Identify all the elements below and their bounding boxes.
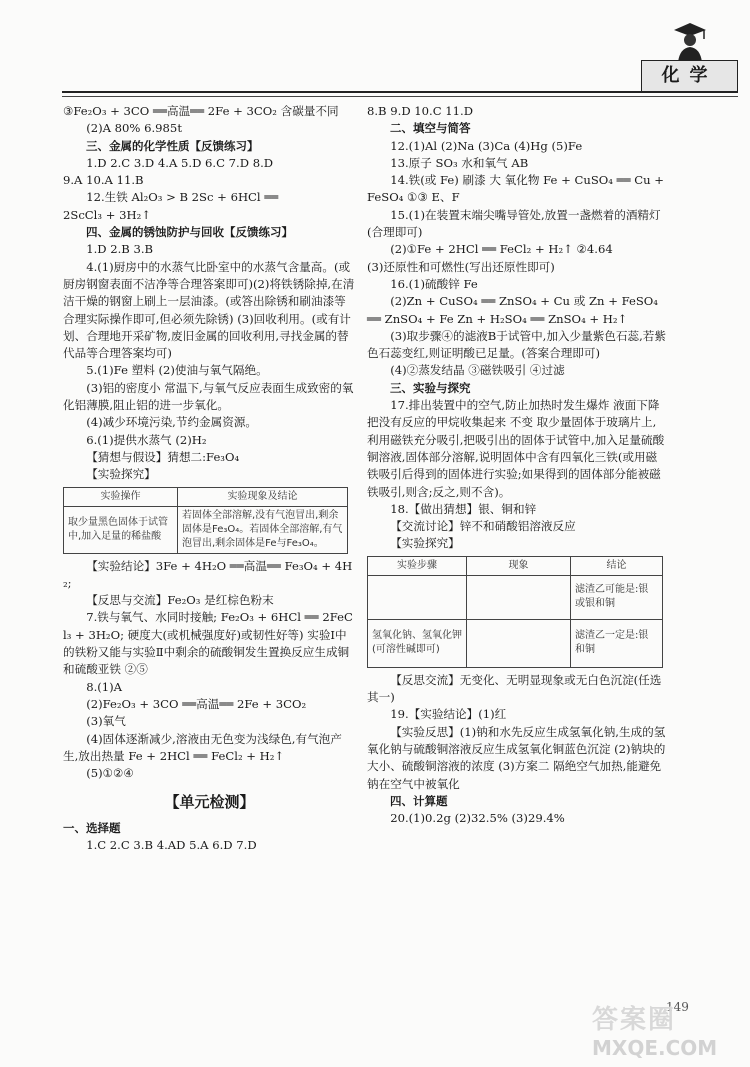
answer-line: 7.铁与氧气、水同时接触; Fe₂O₃ + 6HCl ══ 2FeCl₃ + 3H₂O; 硬度大(或机械强度好)或韧性好等) 实验Ⅰ中的铁粉又能与实验Ⅱ中剩余的硫酸铜发生置换反应生成铜和硫酸亚铁 ②⑤ (63, 610, 353, 677)
answer-line: (2)①Fe + 2HCl ══ FeCl₂ + H₂↑ ②4.64 (390, 242, 613, 257)
answer-line: 16.(1)硫酸锌 Fe (390, 276, 478, 291)
answer-line: 三、实验与探究 (390, 380, 471, 395)
header-rule (62, 91, 738, 93)
experiment-table-2 (367, 556, 663, 668)
answer-line: 13.原子 SO₃ 水和氧气 AB (390, 155, 529, 170)
unit-test-title: 【单元检测】 (164, 793, 255, 812)
answer-line: (3)还原性和可燃性(写出还原性即可) (367, 259, 555, 274)
answer-line: 【反思交流】无变化、无明显现象或无白色沉淀(任选其一) (367, 672, 662, 705)
watermark (592, 999, 742, 1059)
answer-line: 二、填空与简答 (390, 121, 471, 136)
table2-row2-conclusion: 滤渣乙一定是:银和铜 (571, 619, 663, 667)
answer-line: 6.(1)提供水蒸气 (2)H₂ (86, 432, 207, 447)
answer-line: 12.(1)Al (2)Na (3)Ca (4)Hg (5)Fe (390, 138, 583, 153)
table2-row1-conclusion: 滤渣乙可能是:银或银和铜 (571, 575, 663, 619)
answer-line: 四、计算题 (390, 793, 448, 808)
answer-line: (2)A 80% 6.985t (86, 121, 182, 136)
answer-line: 8.(1)A (86, 679, 123, 694)
answer-line: 12.生铁 Al₂O₃ > B 2Sc + 6HCl ══ (86, 190, 279, 205)
table2-header-conclusion: 结论 (571, 556, 663, 575)
table2-header-phenomenon: 现象 (467, 556, 571, 575)
answer-line: 【实验结论】3Fe + 4H₂O ══高温══ Fe₃O₄ + 4H₂; (63, 558, 353, 590)
answer-line: 【实验探究】 (390, 536, 460, 551)
answer-line: 【猜想与假设】猜想二:Fe₃O₄ (86, 449, 240, 464)
answer-line: 1.D 2.B 3.B (86, 242, 154, 257)
answer-line: 20.(1)0.2g (2)32.5% (3)29.4% (390, 811, 565, 826)
left-column (63, 103, 356, 854)
answer-line: 4.(1)厨房中的水蒸气比卧室中的水蒸气含量高。(或厨房钢窗表面不洁净等合理答案即可)(2)将铁锈除掉,在清洁干燥的钢窗上刷上一层油漆。(或答出除锈和刷油漆等合理实际操作即可,但必须先除锈) (3)回收利用。(或有计划、合理地开采矿物,废旧金属的回收利用,寻找金属的替代品等合理答案均可) (63, 259, 355, 361)
answer-line: (4)减少环境污染,节约金属资源。 (86, 415, 258, 430)
answer-line: ③Fe₂O₃ + 3CO ══高温══ 2Fe + 3CO₂ 含碳量不同 (63, 104, 339, 118)
watermark-line2: MXQE.COM (592, 1036, 718, 1060)
answer-line: (4)②蒸发结晶 ③磁铁吸引 ④过滤 (390, 363, 565, 378)
experiment-table-1 (63, 487, 348, 554)
answer-line: 17.排出装置中的空气,防止加热时发生爆炸 液面下降 把没有反应的甲烷收集起来 不变 取少量固体于玻璃片上,利用磁铁充分吸引,把吸引出的固体于试管中,加入足量硫酸铜溶液,固体部分溶解,说明固体中含有四氧化三铁(或用磁铁吸引后得到的固体进行实验;如果得到的固体部分能被磁铁吸引,则含;反之,则不含)。 (367, 398, 665, 499)
table2-header-step: 实验步骤 (368, 556, 467, 575)
answer-line: (4)固体逐渐减少,溶液由无色变为浅绿色,有气泡产生,放出热量 Fe + 2HCl ══ FeCl₂ + H₂↑ (63, 731, 342, 763)
table1-result: 若固体全部溶解,没有气泡冒出,剩余固体是Fe₃O₄。若固体全部溶解,有气泡冒出,剩余固体是Fe与Fe₃O₄。 (178, 506, 348, 553)
answer-line: 14.铁(或 Fe) 刷漆 大 氧化物 Fe + CuSO₄ ══ Cu + FeSO₄ ①③ E、F (367, 173, 664, 205)
answer-line: 8.B 9.D 10.C 11.D (367, 104, 474, 118)
answer-line: (3)氧气 (86, 714, 126, 729)
answer-line: 5.(1)Fe 塑料 (2)使油与氧气隔绝。 (86, 363, 268, 378)
answer-line: 19.【实验结论】(1)红 (390, 707, 507, 722)
answer-line: 15.(1)在装置末端尖嘴导管处,放置一盏燃着的酒精灯(合理即可) (367, 207, 661, 240)
header-rule-thin (62, 96, 738, 97)
answer-line: 2ScCl₃ + 3H₂↑ (63, 207, 151, 222)
answer-line: 【实验探究】 (86, 467, 156, 482)
right-column (367, 103, 667, 827)
table2-row2-step: 氢氧化钠、氢氧化钾(可溶性碱即可) (368, 619, 467, 667)
answer-line: 三、金属的化学性质【反馈练习】 (86, 138, 259, 153)
page-number: 149 (666, 1000, 689, 1014)
table1-op: 取少量黑色固体于试管中,加入足量的稀盐酸 (64, 506, 178, 553)
subject-label: 化学 (641, 60, 738, 92)
graduate-icon (670, 20, 710, 62)
answer-line: 【实验反思】(1)钠和水先反应生成氢氧化钠,生成的氢氧化钠与硫酸铜溶液反应生成氢氧化铜蓝色沉淀 (2)钠块的大小、硫酸铜溶液的浓度 (3)方案二 隔绝空气加热,能避免钠在空气中被氧化 (367, 724, 666, 791)
table1-header-op: 实验操作 (64, 487, 178, 506)
answer-line: (2)Fe₂O₃ + 3CO ══高温══ 2Fe + 3CO₂ (86, 696, 307, 711)
answer-line: 【交流讨论】锌不和硝酸铝溶液反应 (390, 519, 576, 534)
answer-line: 9.A 10.A 11.B (63, 173, 144, 188)
answer-line: (5)①②④ (86, 766, 134, 781)
answer-line: 18.【做出猜想】银、铜和锌 (390, 501, 537, 516)
answer-line: 四、金属的锈蚀防护与回收【反馈练习】 (86, 225, 293, 240)
answer-line: 1.D 2.C 3.D 4.A 5.D 6.C 7.D 8.D (86, 155, 274, 170)
answer-line: (2)Zn + CuSO₄ ══ ZnSO₄ + Cu 或 Zn + FeSO₄ ══ ZnSO₄ + Fe Zn + H₂SO₄ ══ ZnSO₄ + H₂↑ (367, 294, 658, 326)
answer-line: 【反思与交流】Fe₂O₃ 是红棕色粉末 (86, 593, 274, 608)
answer-line: 1.C 2.C 3.B 4.AD 5.A 6.D 7.D (86, 837, 257, 852)
watermark-line1: 答案圈 (592, 1005, 677, 1035)
answer-line: (3)铝的密度小 常温下,与氧气反应表面生成致密的氧化铝薄膜,阻止铝的进一步氧化。 (63, 380, 354, 413)
answer-line: (3)取步骤④的滤液B于试管中,加入少量紫色石蕊,若紫色石蕊变红,则证明酸已足量。(答案合理即可) (367, 328, 666, 361)
table1-header-result: 实验现象及结论 (178, 487, 348, 506)
answer-line: 一、选择题 (63, 820, 121, 835)
